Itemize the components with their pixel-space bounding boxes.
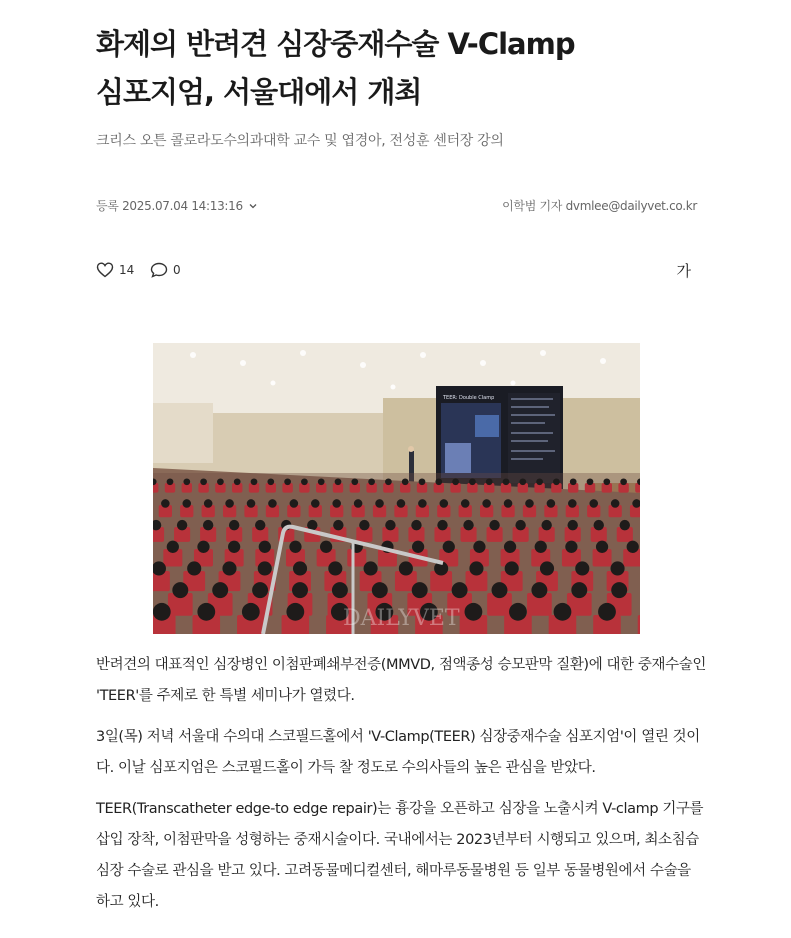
article-photo bbox=[153, 343, 640, 634]
audience-head bbox=[437, 520, 447, 530]
audience-head bbox=[292, 582, 308, 598]
audience-head bbox=[332, 499, 341, 508]
audience-head bbox=[311, 499, 320, 508]
article-subheadline: 크리스 오튼 콜로라도수의과대학 교수 및 엽경아, 전성훈 센터장 강의 bbox=[96, 133, 504, 149]
audience-head bbox=[290, 499, 299, 508]
audience-head bbox=[252, 582, 268, 598]
audience-head bbox=[301, 478, 308, 485]
audience-head bbox=[553, 478, 560, 485]
audience-head bbox=[461, 499, 470, 508]
audience-head bbox=[452, 582, 468, 598]
audience-head bbox=[540, 561, 554, 575]
audience-head bbox=[204, 499, 213, 508]
headline-line-2: 심포지엄, 서울대에서 개최 bbox=[96, 75, 422, 109]
audience-head bbox=[385, 520, 395, 530]
audience-head bbox=[228, 541, 240, 553]
audience-head bbox=[565, 541, 577, 553]
audience-head bbox=[535, 541, 547, 553]
audience-head bbox=[571, 582, 587, 598]
audience-head bbox=[197, 541, 209, 553]
audience-head bbox=[568, 499, 577, 508]
audience-head bbox=[594, 520, 604, 530]
audience-head bbox=[167, 478, 174, 485]
audience-head bbox=[397, 499, 406, 508]
audience-head bbox=[229, 520, 239, 530]
audience-head bbox=[547, 499, 556, 508]
comment-icon bbox=[150, 262, 168, 278]
audience-head bbox=[505, 561, 519, 575]
audience-head bbox=[598, 603, 616, 621]
audience-head bbox=[554, 603, 572, 621]
audience-head bbox=[258, 561, 272, 575]
audience-head bbox=[177, 520, 187, 530]
heart-icon bbox=[96, 262, 114, 278]
audience-head bbox=[411, 520, 421, 530]
audience-head bbox=[402, 478, 409, 485]
comment-button[interactable] bbox=[150, 262, 181, 278]
audience-head bbox=[525, 499, 534, 508]
audience-head bbox=[567, 520, 577, 530]
audience-head bbox=[335, 478, 342, 485]
audience-head bbox=[570, 478, 577, 485]
audience-head bbox=[182, 499, 191, 508]
comment-count: 0 bbox=[173, 263, 181, 277]
audience-head bbox=[536, 478, 543, 485]
audience-head bbox=[509, 603, 527, 621]
audience-head bbox=[469, 561, 483, 575]
audience-head bbox=[620, 478, 627, 485]
audience-head bbox=[267, 478, 274, 485]
audience-head bbox=[611, 582, 627, 598]
audience-head bbox=[372, 582, 388, 598]
audience-head bbox=[332, 582, 348, 598]
audience-head bbox=[589, 499, 598, 508]
screen-title: TEER: Double Clamp bbox=[443, 395, 495, 401]
audience-head bbox=[503, 478, 510, 485]
article-paragraph-1: 반려견의 대표적인 심장병인 이첨판폐쇄부전증(MMVD, 점액종성 승모판막 질환)에 대한 중재수술인 'TEER'를 주제로 한 특별 세미나가 열렸다. bbox=[96, 657, 706, 704]
audience-head bbox=[486, 478, 493, 485]
headline-line-1: 화제의 반려견 심장중재수술 V-Clamp bbox=[96, 27, 575, 61]
audience-head bbox=[587, 478, 594, 485]
photo-watermark: DAILYVET bbox=[343, 606, 460, 631]
article-paragraph-3: TEER(Transcatheter edge-to edge repair)는 흉강을 오픈하고 심장을 노출시켜 V-clamp 기구를 삽입 장착, 이첨판막을 성형하는 중재시술이다. 국내에서는 2023년부터 시행되고 있으며, 최소침습 심장 수술로 관심을 받고 있다. 고려동물메디컬센터, 해마루동물병원 등 일부 동물병원에서 수술을 하고 있다. bbox=[96, 801, 704, 910]
font-size-button[interactable]: 가 bbox=[676, 262, 691, 280]
audience-head bbox=[435, 478, 442, 485]
audience-head bbox=[217, 478, 224, 485]
audience-head bbox=[443, 541, 455, 553]
audience-head bbox=[531, 582, 547, 598]
article-meta bbox=[96, 197, 697, 215]
audience-head bbox=[465, 603, 483, 621]
audience-head bbox=[515, 520, 525, 530]
audience-head bbox=[504, 499, 513, 508]
audience-head bbox=[197, 603, 215, 621]
audience-head bbox=[596, 541, 608, 553]
article-paragraph-2: 3일(목) 저녁 서울대 수의대 스코필드홀에서 'V-Clamp(TEER) 심장중재수술 심포지엄'이 열린 것이다. 이날 심포지엄은 스코필드홀이 가득 찰 정도로 수의사들의 높은 관심을 받았다. bbox=[96, 729, 700, 776]
audience-head bbox=[359, 520, 369, 530]
audience-head bbox=[504, 541, 516, 553]
audience-head bbox=[440, 499, 449, 508]
audience-head bbox=[575, 561, 589, 575]
audience-head bbox=[203, 520, 213, 530]
audience-head bbox=[412, 582, 428, 598]
audience-head bbox=[286, 603, 304, 621]
seat bbox=[638, 615, 640, 634]
byline[interactable]: 이학범 기자 dvmlee@dailyvet.co.kr bbox=[502, 199, 697, 213]
audience-head bbox=[364, 561, 378, 575]
audience-head bbox=[627, 541, 639, 553]
audience-head bbox=[482, 499, 491, 508]
audience-head bbox=[320, 541, 332, 553]
audience-head bbox=[375, 499, 384, 508]
audience-head bbox=[351, 478, 358, 485]
audience-head bbox=[183, 478, 190, 485]
audience-head bbox=[293, 561, 307, 575]
audience-head bbox=[489, 520, 499, 530]
audience-head bbox=[284, 478, 291, 485]
audience-head bbox=[187, 561, 201, 575]
audience-head bbox=[318, 478, 325, 485]
audience-head bbox=[333, 520, 343, 530]
audience-head bbox=[167, 541, 179, 553]
audience-head bbox=[242, 603, 260, 621]
audience-head bbox=[452, 478, 459, 485]
audience-head bbox=[251, 478, 258, 485]
audience-head bbox=[172, 582, 188, 598]
audience-head bbox=[418, 499, 427, 508]
audience-head bbox=[492, 582, 508, 598]
social-actions bbox=[96, 262, 697, 282]
article-body bbox=[96, 650, 706, 928]
audience-head bbox=[259, 541, 271, 553]
audience-head bbox=[473, 541, 485, 553]
audience-head bbox=[234, 478, 241, 485]
audience-head bbox=[519, 478, 526, 485]
audience-head bbox=[200, 478, 207, 485]
audience-head bbox=[463, 520, 473, 530]
audience-head bbox=[225, 499, 234, 508]
audience-head bbox=[247, 499, 256, 508]
audience-head bbox=[603, 478, 610, 485]
article-headline bbox=[96, 20, 706, 116]
audience-head bbox=[541, 520, 551, 530]
audience-head bbox=[611, 561, 625, 575]
audience-head bbox=[385, 478, 392, 485]
audience-head bbox=[328, 561, 342, 575]
audience-head bbox=[419, 478, 426, 485]
audience-head bbox=[255, 520, 265, 530]
audience-head bbox=[212, 582, 228, 598]
audience-head bbox=[268, 499, 277, 508]
like-button[interactable] bbox=[96, 262, 134, 278]
chevron-down-icon bbox=[247, 200, 259, 212]
lecture-hall-illustration bbox=[153, 343, 640, 634]
audience-head bbox=[611, 499, 620, 508]
audience-head bbox=[399, 561, 413, 575]
audience-head bbox=[620, 520, 630, 530]
publish-date: 등록 2025.07.04 14:13:16 bbox=[96, 199, 243, 213]
audience-head bbox=[222, 561, 236, 575]
publish-date-toggle[interactable] bbox=[96, 197, 259, 214]
audience-head bbox=[469, 478, 476, 485]
audience-head bbox=[354, 499, 363, 508]
audience-head bbox=[161, 499, 170, 508]
audience-head bbox=[412, 541, 424, 553]
audience-head bbox=[153, 603, 171, 621]
audience-head bbox=[368, 478, 375, 485]
audience-head bbox=[289, 541, 301, 553]
like-count: 14 bbox=[119, 263, 135, 277]
